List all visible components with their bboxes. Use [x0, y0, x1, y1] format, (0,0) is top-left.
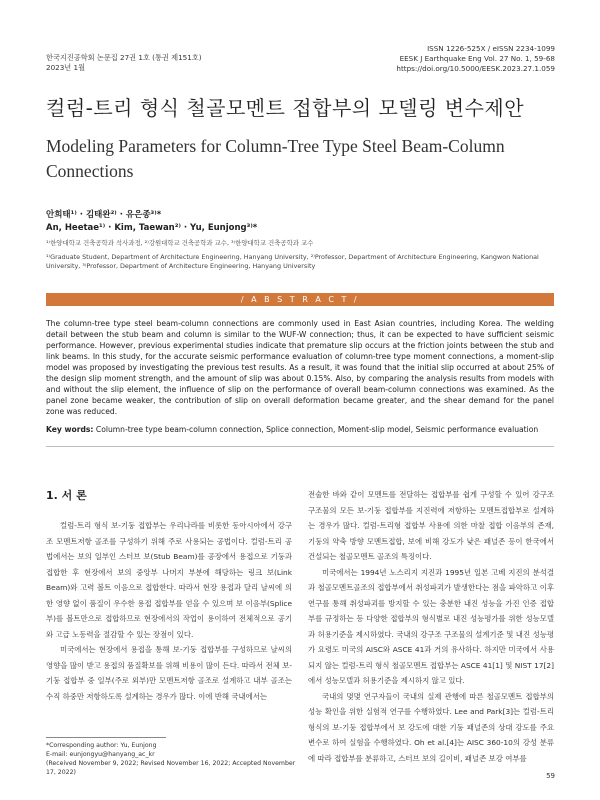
title-korean: 컬럼-트리 형식 철골모멘트 접합부의 모델링 변수제안 [46, 96, 525, 120]
keywords [46, 424, 554, 435]
authors-korean: 안희태¹⁾ · 김태완²⁾ · 유은종³⁾* [46, 210, 162, 220]
paragraph: 미국에서는 현장에서 용접을 통해 보-기둥 접합부를 구성하므로 날씨의 영향을 많이 받고 용접의 품질확보를 위해 비용이 많이 든다. 따라서 전체 보-기둥 접합부 중 일부(주로 외부)만 모멘트저항 골조로 설계하고 내부 골조는 수직 하중만 저항하도록 설계하는 경우가 많다. 이에 반해 국내에서는 [46, 645, 292, 701]
corresponding-author: *Corresponding author: Yu, Eunjong [46, 742, 157, 749]
paragraph: 컬럼-트리 형식 보-기둥 접합부는 우리나라를 비롯한 동아시아에서 강구조 모멘트저항 골조를 구성하기 위해 주로 사용되는 공법이다. 컬럼-트리 공법에서는 보의 일부인 스터브 보(Stub Beam)를 공장에서 용접으로 기둥과 접합한 후 현장에서 보의 중앙부 나머지 부분에 해당하는 링크 보(Link Beam)와 고력 볼트 이음으로 접합한다. 따라서 현장 용접과 달리 날씨에 의한 영향 없이 품질이 우수한 용접 접합부를 얻을 수 있으며 보 이음부(Splice 부)를 볼트만으로 접합하므로 현장에서의 작업이 용이하여 전체적으로 공기와 고급 노동력을 절감할 수 있는 장점이 있다. [46, 521, 292, 639]
authors-english: An, Heetae¹⁾ · Kim, Taewan²⁾ · Yu, Eunjong³⁾* [46, 223, 258, 233]
journal-info-left [46, 53, 202, 73]
paragraph: 국내의 몇몇 연구자들이 국내의 실제 관행에 따른 철골모멘트 접합부의 성능 확인을 위한 실험적 연구를 수행하였다. Lee and Park[3]는 컬럼-트리 형식의 보-기둥 접합부에서 보 강도에 대한 기둥 패널존의 상대 강도를 주요 변수로 하여 실험을 수행하였다. Oh et al.[4]는 AISC 360-10의 강성 분류에 따라 접합부를 분류하고, 스터브 보의 길이비, 패널존 보강 여부를 [308, 691, 554, 763]
email[interactable]: E-mail: eunjongyu@hanyang_ac_kr [46, 751, 155, 758]
footnote [46, 741, 296, 777]
abstract-text: The column-tree type steel beam-column connections are commonly used in East Asian countries, including Korea. The welding detail between the stub beam and column is similar to the WUF-W connection; thus, it can be expected to have sufficient seismic performance. However, previous experimental studies indicate that premature slip occurs at the friction joints between the stub and link beams. In this study, for the accurate seismic performance evaluation of column-tree type moment connections, a moment-slip model was proposed by investigating the previous test results. As a result, it was found that the initial slip occurred at about 25% of the design slip moment strength, and the amount of slip was about 0.15%. Also, by comparing the analysis results from models with and without the slip element, the influence of slip on the performance of overall beam-column connections was examined. As the panel zone became weaker, the contribution of slip on overall deformation became greater, and the shear demand for the panel zone was reduced. [46, 319, 554, 416]
affiliation-english: ¹⁾Graduate Student, Department of Architecture Engineering, Hanyang University, ²⁾Professor, Department of Architecture Engineering, Kangwon National University, ³⁾Professor, Department of Architecture Engineering, Hanyang University [46, 253, 539, 270]
journal-citation: EESK J Earthquake Eng Vol. 27 No. 1, 59-68 [399, 54, 555, 63]
keywords-text: Column-tree type beam-column connection, Splice connection, Moment-slip model, Seismic performance evaluation [95, 425, 539, 434]
keywords-label: Key words: [46, 425, 94, 434]
abstract-heading-bar: / A B S T R A C T / [46, 293, 554, 306]
received-dates: (Received November 9, 2022; Revised November 16, 2022; Accepted November 17, 2022) [46, 760, 296, 776]
issn: ISSN 1226-525X / eISSN 2234-1099 [427, 44, 555, 53]
paragraph: 미국에서는 1994년 노스리지 지진과 1995년 일본 고베 지진의 분석결과 철골모멘트골조의 접합부에서 취성파괴가 발생한다는 점을 파악하고 이후 연구를 통해 취성파괴를 방지할 수 있는 충분한 내진 성능을 가진 인증 접합부를 규정하는 등 다양한 접합부의 형식별로 내진 성능평가를 위한 성능모델과 허용기준을 제시하였다. 국내의 강구조 구조물의 설계기준 및 내진 성능평가 요령도 미국의 AISC와 ASCE 41과 거의 유사하다. 하지만 미국에서 사용되지 않는 컬럼-트리 형식 철골모멘트 접합부는 ASCE 41[1] 및 NIST 17[2]에서 성능모델과 허용기준을 제시하지 않고 있다. [308, 567, 554, 685]
journal-date: 2023년 1월 [46, 63, 86, 72]
footnote-divider [46, 737, 166, 738]
journal-volume: 한국지진공학회 논문집 27권 1호 (통권 제151호) [46, 53, 202, 62]
affiliation-korean: ¹⁾한양대학교 건축공학과 석사과정, ²⁾강원대학교 건축공학과 교수, ³⁾한양대학교 건축공학과 교수 [46, 239, 314, 247]
right-column [308, 487, 554, 766]
paragraph: 전술한 바와 같이 모멘트를 전달하는 접합부를 쉽게 구성할 수 있어 강구조 구조물의 모든 보-기둥 접합부를 지진력에 저항하는 모멘트접합부로 설계하는 경우가 많다. 컬럼-트리형 접합부 사용에 의한 마찰 접합 이음부의 존재, 기둥의 약축 방향 모멘트접합, 보에 비해 강도가 낮은 패널존 등이 한국에서 건설되는 철골모멘트 골조의 특징이다. [308, 490, 554, 561]
title-english: Modeling Parameters for Column-Tree Type Steel Beam-Column Connections [46, 136, 505, 181]
section-heading-introduction: 1. 서 론 [46, 489, 87, 502]
left-column [46, 518, 292, 704]
doi-link[interactable]: https://doi.org/10.5000/EESK.2023.27.1.059 [396, 64, 555, 73]
page-number: 59 [546, 772, 555, 780]
journal-info-right [396, 44, 555, 74]
divider [46, 446, 554, 447]
